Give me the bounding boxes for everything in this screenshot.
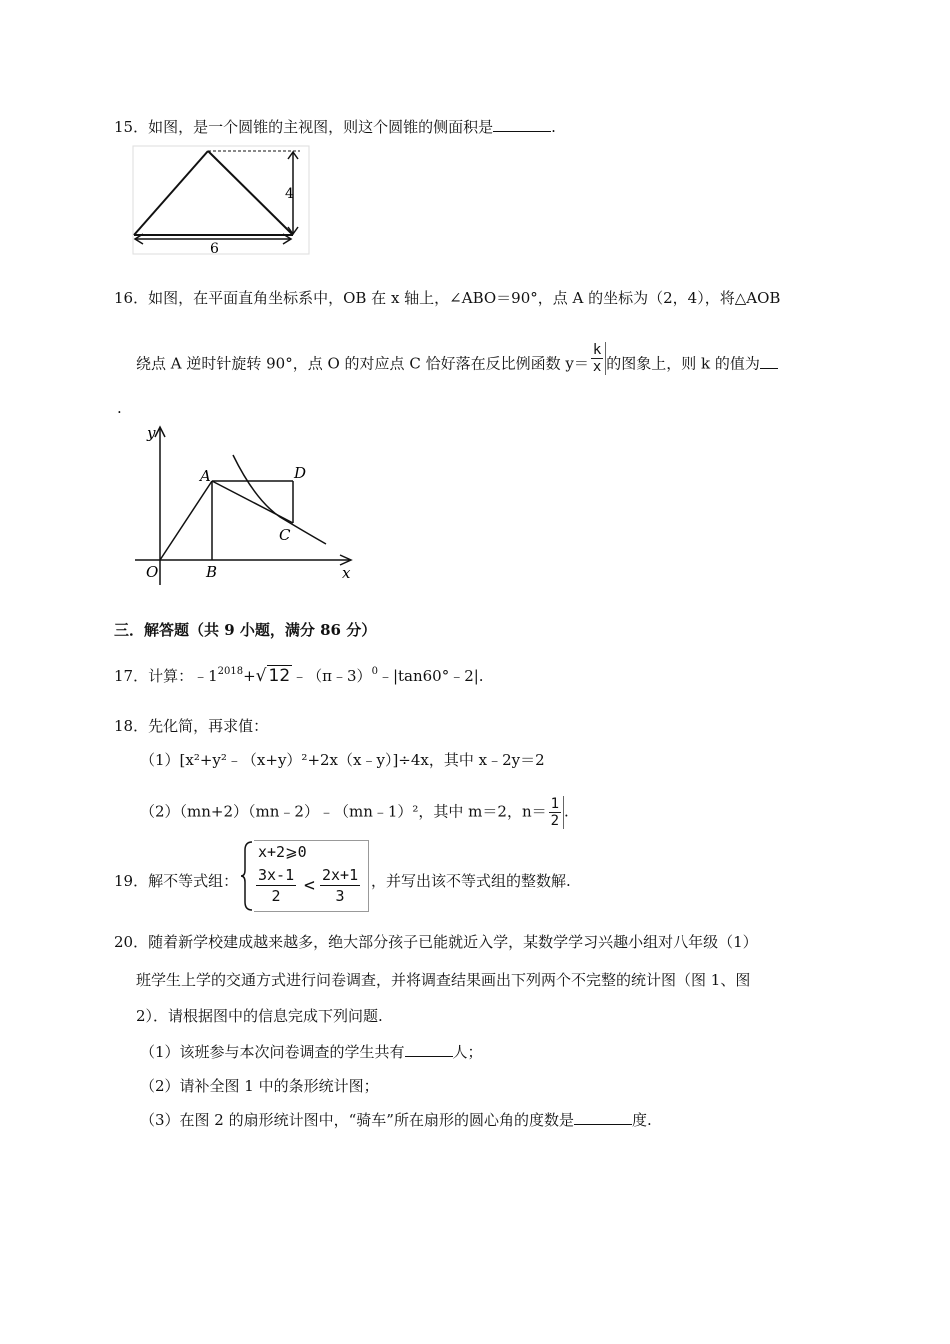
answer-blank [574,1110,632,1125]
point-O-label: O [146,563,159,581]
inequality-system [254,840,369,912]
cone-left-edge [134,151,208,235]
segment-OA [160,481,212,560]
point-B-label: B [206,563,218,581]
x-label: x [342,564,351,582]
y-label: y [147,424,156,442]
q17-text: 17．计算：$﹣1^{2018}+√$ 12 ﹣（π﹣3）$^0$﹣|tan60°﹣2|. [114,666,484,686]
q20-line2: 班学生上学的交通方式进行问卷调查，并将调查结果画出下列两个不完整的统计图（图 1、图 [136,971,751,989]
q20-sub2: （2）请补全图 1 中的条形统计图； [140,1077,379,1095]
fraction-3x-1-over-2: 3x-1 2 [258,866,295,905]
less-than-sign: < [304,875,315,896]
section-heading: 三．解答题（共 9 小题，满分 86 分） [114,621,377,639]
q18-title: 18．先化简，再求值： [114,717,269,735]
q16-line2: 绕点 A 逆时针旋转 90°，点 O 的对应点 C 恰好落在反比例函数 y＝ $\frac{k}{x}$ 的图象上，则 k 的值为 [136,348,778,381]
cone-right-edge [208,151,293,235]
q18-part2: （2）（mn+2）（mn﹣2）﹣（mn﹣1）²，其中 m＝2，n＝ $\frac{1}{2}$ . [140,796,569,829]
q20-sub3: （3）在图 2 的扇形统计图中，“骑车”所在扇形的圆心角的度数是 度. [140,1111,652,1129]
one-half-fraction: $\frac{1}{2}$ [547,796,564,829]
q20-line3: 2）．请根据图中的信息完成下列问题. [136,1007,383,1025]
q15-text: 15．如图，是一个圆锥的主视图，则这个圆锥的侧面积是 . [114,118,556,136]
q19-label: 19．解不等式组： [114,872,239,890]
system-brace [240,840,254,912]
sqrt-12: √ 12 [255,666,291,686]
q16-line3: . [117,399,122,417]
answer-blank [493,117,551,132]
width-label: 6 [210,241,219,256]
q18-part1: （1）[x²+y²﹣（x+y）²+2x（x﹣y）]÷4x，其中 x﹣2y＝2 [140,751,545,769]
q20-sub1: （1）该班参与本次问卷调查的学生共有 人； [140,1043,483,1061]
q16-line1: 16．如图，在平面直角坐标系中，OB 在 x 轴上，∠ABO＝90°，点 A 的坐标为（2，4），将△AOB [114,289,781,307]
fraction-2x+1-over-3: 2x+1 3 [322,866,359,905]
point-A-label: A [200,467,211,485]
coordinate-figure [130,420,360,592]
k-over-x-fraction: $\frac{k}{x}$ [589,342,606,375]
answer-blank [760,354,778,369]
point-C-label: C [279,526,291,544]
answer-blank [405,1042,453,1057]
inequality-1: x+2⩾0 [258,843,307,861]
height-label: 4 [285,186,294,202]
q19-tail: ，并写出该不等式组的整数解. [371,872,571,890]
q20-line1: 20．随着新学校建成越来越多，绝大部分孩子已能就近入学，某数学学习兴趣小组对八年级（1） [114,933,758,951]
point-D-label: D [294,464,307,482]
cone-front-view-figure [130,143,312,256]
